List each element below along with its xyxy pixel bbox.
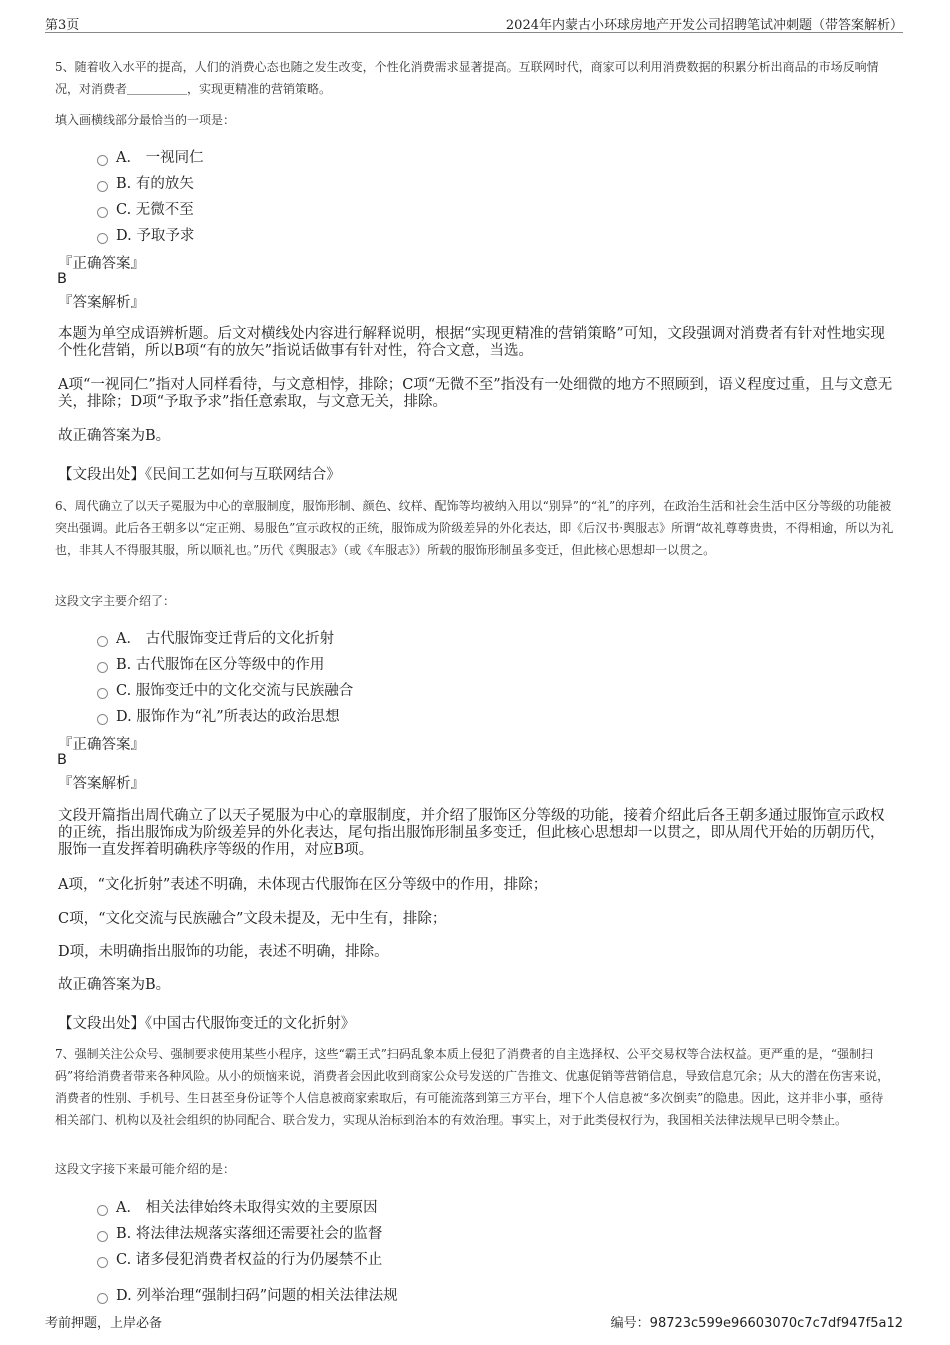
q5-analysis-1: 本题为单空成语辨析题。后文对横线处内容进行解释说明，根据“实现更精准的营销策略”可知，文段强调对消费者有针对性地实现个性化营销，所以B项“有的放矢”指说话做事有针对性，符合文意，当选。 (58, 326, 885, 359)
footer-slogan: 考前押题，上岸必备 (45, 1316, 163, 1331)
radio-icon[interactable] (97, 181, 108, 192)
q5-option-a[interactable]: A． 一视同仁 (97, 146, 204, 167)
radio-icon[interactable] (97, 1257, 108, 1268)
q5-analysis-label: 『答案解析』 (58, 295, 145, 311)
q6-prompt: 这段文字主要介绍了： (55, 594, 176, 608)
q7-option-a[interactable]: A． 相关法律始终未取得实效的主要原因 (97, 1196, 378, 1217)
q6-source: 【文段出处】《中国古代服饰变迁的文化折射》 (58, 1016, 356, 1032)
q6-analysis-4: D项，未明确指出服饰的功能，表述不明确，排除。 (58, 944, 389, 960)
page-header (45, 12, 903, 33)
q6-option-d[interactable]: D. 服饰作为“礼”所表达的政治思想 (97, 705, 340, 726)
q5-answer: B (57, 271, 67, 287)
radio-icon[interactable] (97, 662, 108, 673)
q6-analysis-3: C项，“文化交流与民族融合”文段未提及，无中生有，排除； (58, 911, 447, 927)
q6-analysis-1: 文段开篇指出周代确立了以天子冕服为中心的章服制度，并介绍了服饰区分等级的功能，接着介绍此后各王朝多通过服饰宣示政权的正统，指出服饰成为阶级差异的外化表达，尾句指出服饰形制虽多变迁，但此核心思想却一以贯之，即从周代开始的历朝历代，服饰一直发挥着明确秩序等级的作用，对应B项。 (58, 808, 885, 858)
q5-option-d[interactable]: D. 予取予求 (97, 224, 194, 245)
q5-option-b[interactable]: B. 有的放矢 (97, 172, 194, 193)
q6-option-a[interactable]: A． 古代服饰变迁背后的文化折射 (97, 627, 334, 648)
q7-stem: 7、强制关注公众号、强制要求使用某些小程序，这些“霸王式”扫码乱象本质上侵犯了消费者的自主选择权、公平交易权等合法权益。更严重的是，“强制扫码”将给消费者带来各种风险。从小的烦恼来说，消费者会因此收到商家公众号发送的广告推文、优惠促销等营销信息，导致信息冗余；从大的潜在伤害来说，消费者的性别、手机号、生日甚至身份证等个人信息被商家索取后，有可能流落到第三方平台，埋下个人信息被“多次倒卖”的隐患。因此，这并非小事，亟待相关部门、机构以及社会组织的协同配合、联合发力，实现从治标到治本的有效治理。事实上，对于此类侵权行为，我国相关法律法规早已明令禁止。 (55, 1047, 890, 1127)
q5-option-c[interactable]: C. 无微不至 (97, 198, 194, 219)
document-title: 2024年内蒙古小环球房地产开发公司招聘笔试冲刺题（带答案解析） (505, 18, 903, 33)
radio-icon[interactable] (97, 155, 108, 166)
document-id-label: 编号： (610, 1316, 650, 1331)
q5-analysis-2: A项“一视同仁”指对人同样看待，与文意相悖，排除；C项“无微不至”指没有一处细微的地方不照顾到，语义程度过重，且与文意无关，排除；D项“予取予求”指任意索取，与文意无关，排除。 (58, 377, 893, 410)
q5-correct-label: 『正确答案』 (58, 256, 145, 272)
radio-icon[interactable] (97, 1293, 108, 1304)
q6-analysis-label: 『答案解析』 (58, 776, 145, 792)
q6-answer: B (57, 752, 67, 768)
document-id-code: 98723c599e96603070c7c7df947f5a12 (649, 1316, 903, 1331)
q6-correct-label: 『正确答案』 (58, 737, 145, 753)
q6-analysis-2: A项，“文化折射”表述不明确，未体现古代服饰在区分等级中的作用，排除； (58, 877, 548, 893)
radio-icon[interactable] (97, 233, 108, 244)
q7-prompt: 这段文字接下来最可能介绍的是： (55, 1162, 236, 1176)
radio-icon[interactable] (97, 688, 108, 699)
radio-icon[interactable] (97, 714, 108, 725)
page-number: 第3页 (45, 18, 80, 33)
q6-analysis-5: 故正确答案为B。 (58, 977, 171, 993)
q7-option-b[interactable]: B. 将法律法规落实落细还需要社会的监督 (97, 1222, 382, 1243)
radio-icon[interactable] (97, 1205, 108, 1216)
radio-icon[interactable] (97, 636, 108, 647)
document-id (611, 1312, 903, 1331)
page-footer (45, 1312, 903, 1332)
q5-prompt: 填入画横线部分最恰当的一项是： (55, 113, 236, 127)
q6-option-b[interactable]: B. 古代服饰在区分等级中的作用 (97, 653, 324, 674)
q6-stem: 6、周代确立了以天子冕服为中心的章服制度，服饰形制、颜色、纹样、配饰等均被纳入用以“别异”的“礼”的序列，在政治生活和社会生活中区分等级的功能被突出强调。此后各王朝多以“定正朔、易服色”宣示政权的正统，服饰成为阶级差异的外化表达，即《后汉书·舆服志》所谓“故礼尊尊贵贵，不得相逾，所以为礼也，非其人不得服其服，所以顺礼也。”历代《舆服志》（或《车服志》）所载的服饰形制虽多变迁，但此核心思想却一以贯之。 (55, 499, 894, 557)
radio-icon[interactable] (97, 207, 108, 218)
q5-source: 【文段出处】《民间工艺如何与互联网结合》 (58, 467, 341, 483)
q5-analysis-3: 故正确答案为B。 (58, 428, 171, 444)
q7-option-c[interactable]: C. 诸多侵犯消费者权益的行为仍屡禁不止 (97, 1248, 382, 1269)
radio-icon[interactable] (97, 1231, 108, 1242)
q6-option-c[interactable]: C. 服饰变迁中的文化交流与民族融合 (97, 679, 353, 700)
q7-option-d[interactable]: D. 列举治理“强制扫码”问题的相关法律法规 (97, 1284, 398, 1305)
q5-stem: 5、随着收入水平的提高，人们的消费心态也随之发生改变，个性化消费需求显著提高。互联网时代，商家可以利用消费数据的积累分析出商品的市场反响情况，对消费者＿＿＿＿＿，实现更精准的营销策略。 (55, 60, 879, 96)
